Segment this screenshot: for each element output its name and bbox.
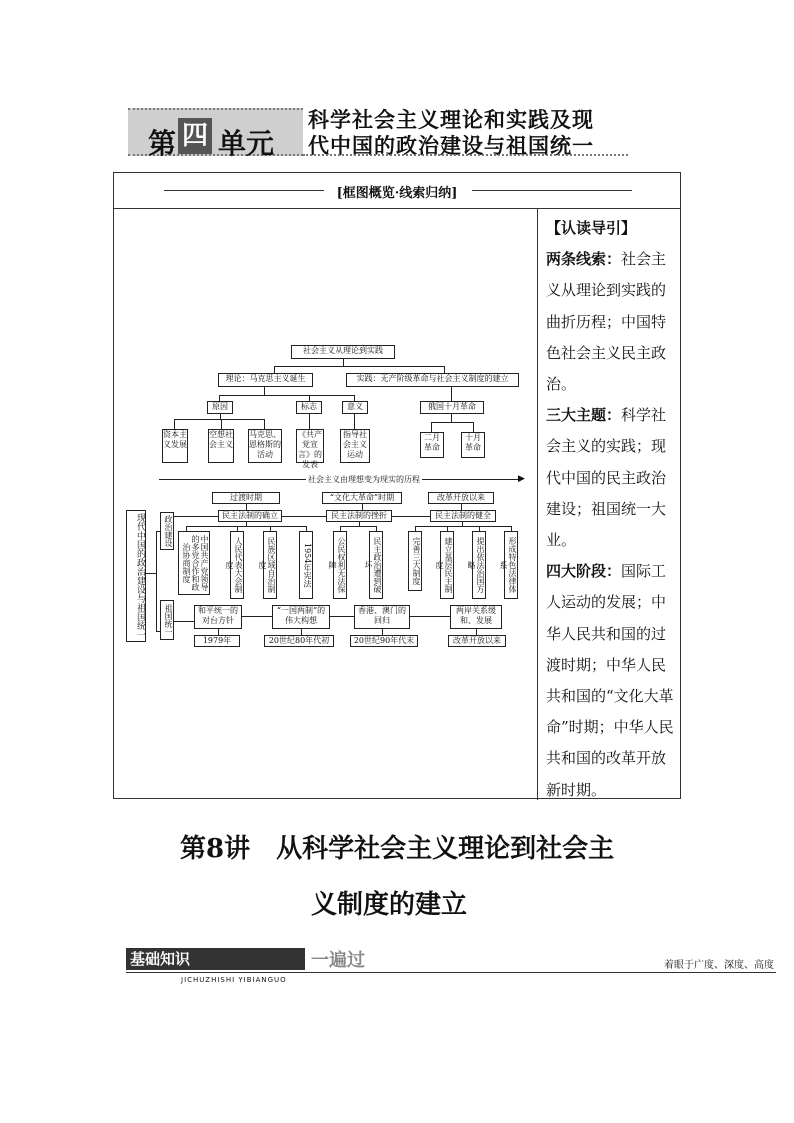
revolution-october: 十月革命 xyxy=(461,432,485,458)
section-pinyin: JICHUZHISHI YIBIANGUO xyxy=(181,976,287,984)
diagram-sign: 标志 xyxy=(296,401,322,414)
legal-item-1-1: 中国共产党领导的多党合作和政治协商制度 xyxy=(178,531,210,595)
unit-header xyxy=(128,100,628,160)
legal-item-3-1: 完善三大制度 xyxy=(408,531,422,591)
unit-number: 四 xyxy=(178,118,212,154)
summary-table xyxy=(113,172,681,799)
unity-time-2: 20世纪80年代初 xyxy=(264,635,334,647)
arrow-head-icon: ▶ xyxy=(518,474,525,484)
legal-item-1-4: 1954年宪法 xyxy=(299,531,313,599)
sign-item: 《共产党宣言》的发表 xyxy=(298,430,322,469)
unity-item-2: “一国两制”的伟大构想 xyxy=(272,605,330,629)
lecture-title-line2: 义制度的建立 xyxy=(311,890,468,920)
cause-item-3: 马克思、恩格斯的活动 xyxy=(248,429,282,463)
unity-time-4: 改革开放以来 xyxy=(448,635,506,647)
unit-prefix: 第 xyxy=(148,127,177,160)
header-rule-right xyxy=(472,190,632,191)
legal-3: 民主法制的健全 xyxy=(430,510,496,522)
unity-time-3: 20世纪90年代末 xyxy=(350,635,418,647)
diagram-october: 俄国十月革命 xyxy=(420,401,484,414)
lecture-title-line1: 第8讲 从科学社会主义理论到社会主 xyxy=(180,834,615,864)
period-2: “文化大革命”时期 xyxy=(322,492,402,504)
section-banner xyxy=(126,948,776,988)
diagram-meaning: 意义 xyxy=(342,401,368,414)
side-label: 现代中国的政治建设与祖国统一 xyxy=(126,510,146,642)
revolution-february: 二月革命 xyxy=(420,432,444,458)
guide-heading: 【认读导引】 xyxy=(546,219,637,237)
legal-item-1-3: 民族区域自治制度 xyxy=(263,531,277,599)
legal-item-3-4: 形成特色法律体系 xyxy=(504,531,518,599)
legal-item-3-2: 建立基层民主制度 xyxy=(440,531,454,599)
section-main-label: 基础知识 xyxy=(126,948,305,970)
unity-item-3: 香港、澳门的回归 xyxy=(354,605,410,629)
section-tagline: 着眼于广度、深度、高度 xyxy=(664,960,774,971)
unity-time-1: 1979年 xyxy=(194,635,240,647)
legal-item-3-3: 提出依法治国方略 xyxy=(472,531,486,599)
politics-label: 政治建设 xyxy=(160,512,174,550)
unity-label: 祖国统一 xyxy=(160,600,174,640)
section-rule xyxy=(126,972,776,973)
diagram-practice: 实践：无产阶级革命与社会主义制度的建立 xyxy=(346,373,519,387)
legal-item-1-2: 人民代表大会制度 xyxy=(230,531,244,599)
diagram-theory: 理论：马克思主义诞生 xyxy=(218,373,313,387)
unit-banner xyxy=(128,108,303,160)
cause-item-2: 空想社会主义 xyxy=(208,429,234,463)
legal-item-2-1: 公民权利无法保障 xyxy=(333,531,347,599)
transition-label: 社会主义由理想变为现实的历程 xyxy=(308,475,420,484)
guide-themes: 三大主题：科学社会主义的实践；现代中国的民主政治建设；祖国统一大业。 xyxy=(546,406,667,550)
period-3: 改革开放以来 xyxy=(428,492,494,504)
guide-stages: 四大阶段：国际工人运动的发展；中华人民共和国的过渡时期；中华人民共和国的“文化大革命”时期；中华人民共和国的改革开放新时期。 xyxy=(546,562,674,799)
diagram-cause: 原因 xyxy=(207,401,233,414)
cause-item-1: 资本主义发展 xyxy=(162,429,188,463)
diagram-root: 社会主义从理论到实践 xyxy=(291,345,395,359)
column-divider xyxy=(537,208,538,800)
section-sub-label: 一遍过 xyxy=(311,950,365,971)
unit-suffix: 单元 xyxy=(218,127,275,160)
unit-title-line2: 代中国的政治建设与祖国统一 xyxy=(308,134,594,158)
legal-2: 民主法制的挫折 xyxy=(326,510,392,522)
table-header-row xyxy=(114,173,680,209)
unity-item-4: 两岸关系缓和、发展 xyxy=(450,605,502,629)
guide-clues: 两条线索：社会主义从理论到实践的曲折历程；中国特色社会主义民主政治。 xyxy=(546,250,667,394)
period-1: 过渡时期 xyxy=(212,492,280,504)
meaning-item: 指导社会主义运动 xyxy=(340,429,370,463)
legal-1: 民主法制的确立 xyxy=(218,510,282,522)
table-header: [框图概览·线索归纳] xyxy=(336,186,458,201)
reading-guide xyxy=(540,213,680,806)
unity-item-1: 和平统一的对台方针 xyxy=(194,605,242,629)
unit-title-rule xyxy=(303,154,628,156)
unit-title-line1: 科学社会主义理论和实践及现 xyxy=(308,108,594,132)
legal-item-2-2: 民主政治遭到破坏 xyxy=(369,531,383,599)
